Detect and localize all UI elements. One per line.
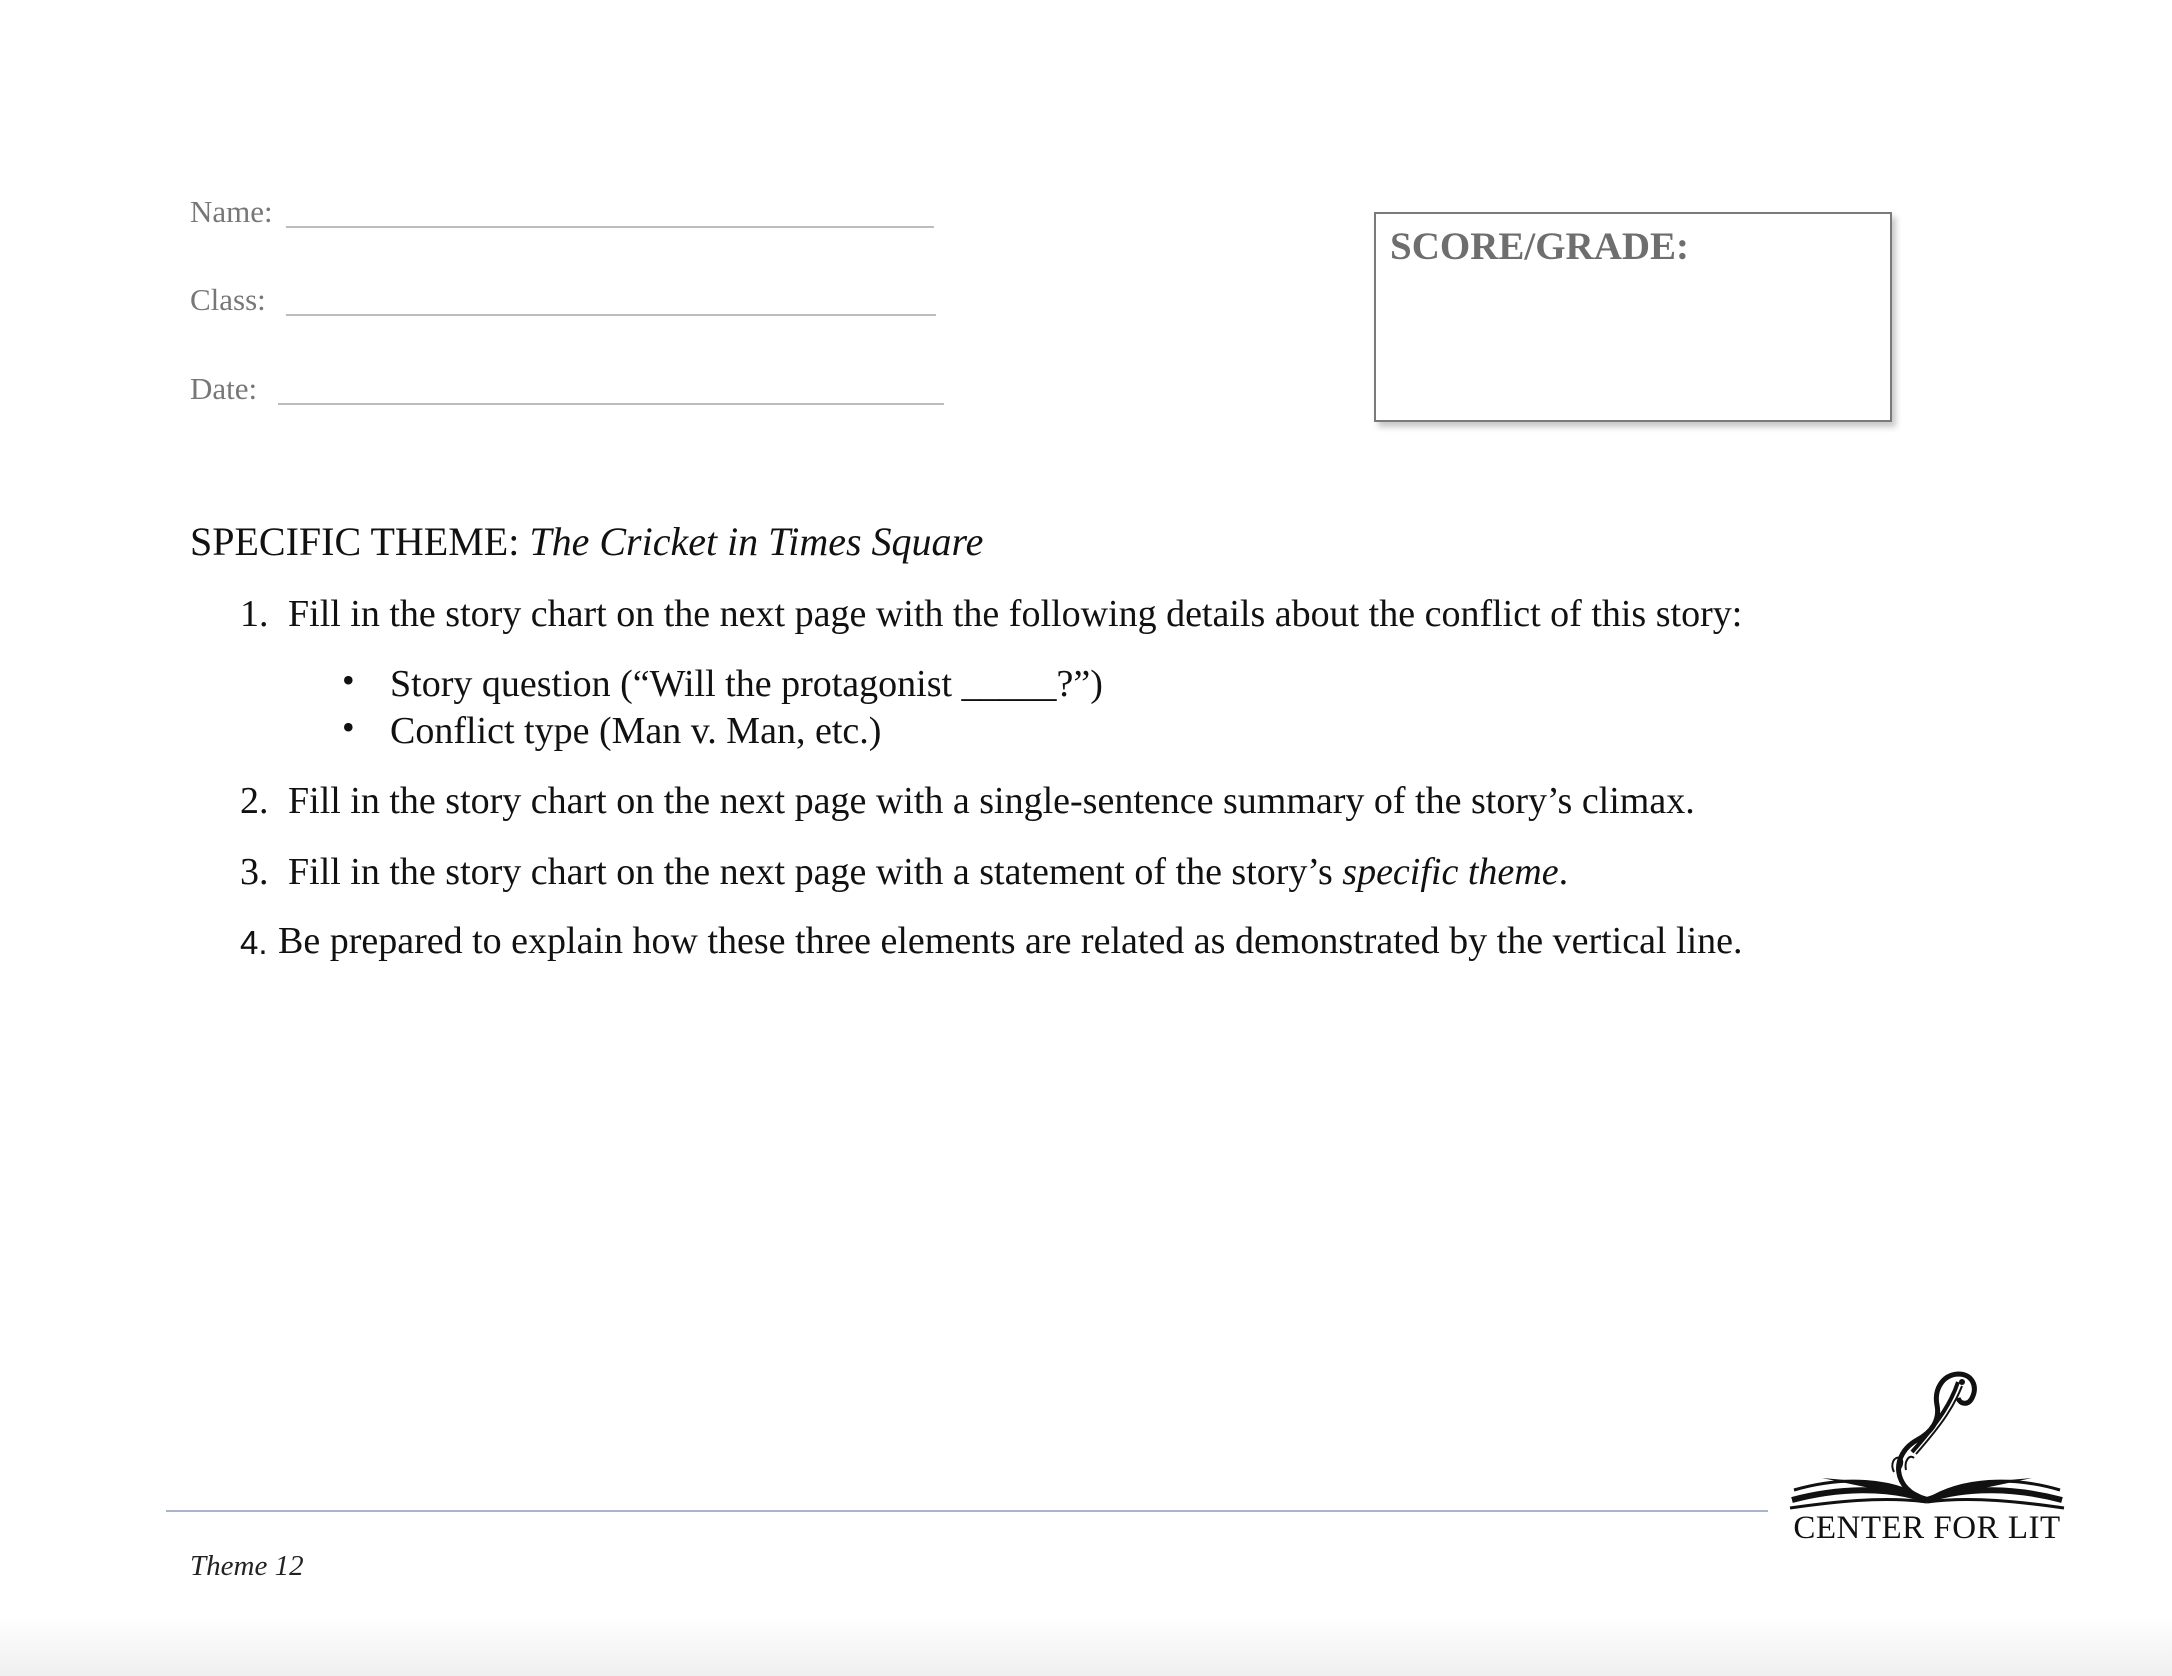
list-item-3	[240, 850, 1840, 898]
item-number: 1.	[240, 593, 269, 635]
viewer-bottom-edge	[0, 1616, 2172, 1676]
date-label: Date:	[190, 371, 258, 406]
item-text-italic: specific theme	[1342, 851, 1559, 893]
bullet-text: Story question (“Will the protagonist _____?”)	[390, 663, 1103, 705]
list-item-2	[240, 779, 1840, 827]
name-label: Name:	[190, 194, 273, 229]
item-text: Fill in the story chart on the next page with the following details about the conflict of this story:	[288, 593, 1743, 635]
item-text-plain: Fill in the story chart on the next page with a statement of the story’s	[288, 851, 1343, 893]
item-text: Be prepared to explain how these three elements are related as demonstrated by the vertical line.	[278, 920, 1743, 962]
bullet-item-conflict-type	[342, 709, 1242, 755]
item-text-end: .	[1558, 851, 1569, 893]
bullet-icon: •	[342, 707, 355, 747]
item-number: 4.	[240, 924, 268, 961]
item-number: 2.	[240, 780, 269, 822]
bullet-text: Conflict type (Man v. Man, etc.)	[390, 710, 882, 752]
item-text	[288, 850, 1568, 896]
bullet-item-story-question	[342, 662, 1242, 708]
score-grade-box	[1374, 212, 1892, 422]
center-for-lit-logo	[1782, 1360, 2072, 1560]
list-item-1	[240, 592, 1840, 640]
score-grade-title: SCORE/GRADE:	[1390, 225, 1690, 268]
logo-wordmark: CENTER FOR LIT	[1793, 1510, 2061, 1546]
item-number: 3.	[240, 851, 269, 893]
name-line	[286, 226, 934, 228]
specific-theme-heading	[190, 518, 983, 566]
footer-page-label: Theme 12	[190, 1550, 304, 1582]
class-line	[286, 314, 936, 316]
bullet-icon: •	[342, 660, 355, 700]
pelican-on-open-book-icon	[1782, 1360, 2072, 1510]
heading-prefix: SPECIFIC THEME:	[190, 519, 530, 564]
footer-rule	[166, 1510, 1768, 1512]
list-item-4	[240, 919, 1840, 967]
class-label: Class:	[190, 282, 266, 317]
item-text: Fill in the story chart on the next page with a single-sentence summary of the story’s climax.	[288, 780, 1695, 822]
book-title: The Cricket in Times Square	[529, 519, 984, 564]
date-line	[278, 403, 944, 405]
